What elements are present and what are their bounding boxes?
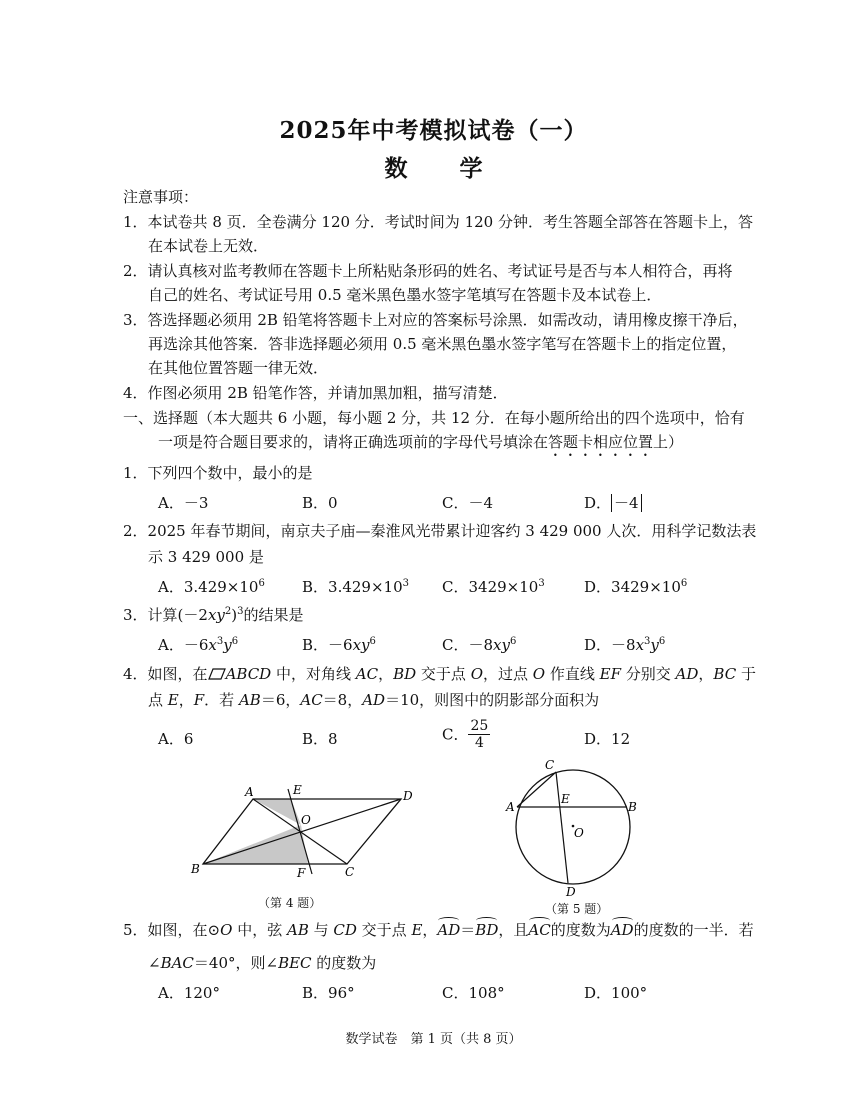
exponent: 6 [231, 636, 239, 647]
math-var: ABCD [225, 665, 272, 683]
q3-option-c [442, 635, 516, 655]
question-stem: 的结果是 [243, 606, 304, 624]
question-stem: 交于点 [356, 921, 412, 939]
option-value: －6 [328, 636, 353, 654]
exponent: 3 [216, 636, 224, 647]
question-stem: 与 [308, 921, 334, 939]
fraction [468, 718, 490, 751]
figure-4-caption: （第 4 题） [258, 896, 322, 910]
arc-ac: AC [528, 921, 551, 939]
question-stem: ＝8， [322, 691, 363, 709]
exponent: 6 [658, 636, 666, 647]
question-stem: ，且 [498, 921, 529, 939]
section1-heading-cont [158, 432, 683, 460]
option-label: D． [584, 578, 612, 596]
exponent: 3 [538, 578, 545, 589]
q5-option-b [302, 983, 355, 1003]
notice-item-2 [123, 261, 733, 281]
arc-bd: BD [475, 921, 499, 939]
point-label-e: E [561, 792, 570, 806]
question-4 [123, 664, 756, 684]
notice-num: 2． [123, 262, 148, 280]
math-var: AB [238, 691, 261, 709]
question-stem: ＝10，则图中的阴影部分面积为 [385, 691, 600, 709]
question-5 [123, 920, 754, 940]
option-value: 12 [611, 730, 631, 748]
q5-option-c [442, 983, 505, 1003]
q1-option-c [442, 493, 493, 513]
option-label: B． [302, 730, 329, 748]
option-value: －4 [614, 494, 639, 512]
option-label: C． [442, 578, 469, 596]
q3-option-b [302, 635, 376, 655]
option-value: 3.429×10 [183, 578, 259, 596]
math-var: y [223, 636, 232, 654]
q3-option-a [158, 635, 238, 655]
notice-heading: 注意事项： [123, 188, 199, 206]
q2-option-c [442, 577, 545, 597]
q1-option-b [302, 493, 338, 513]
question-stem: ) [231, 606, 238, 624]
question-4-cont [148, 690, 599, 710]
question-stem: 中，对角线 [271, 665, 356, 683]
option-label: C． [442, 494, 469, 512]
question-stem: ， [178, 691, 194, 709]
option-value: 6 [183, 730, 194, 748]
question-stem: 计算(－2 [147, 606, 208, 624]
math-var: AC [355, 665, 379, 683]
option-value: －3 [183, 494, 209, 512]
question-stem: 作直线 [545, 665, 600, 683]
math-var: BC [713, 665, 737, 683]
option-label: D． [584, 730, 612, 748]
fraction-denominator: 4 [474, 735, 484, 751]
q1-option-d [584, 493, 642, 513]
exam-subject: 数 学 [384, 155, 505, 182]
q4-option-b [302, 729, 338, 749]
question-stem: 点 [148, 691, 168, 709]
math-var: F [193, 691, 205, 709]
q3-option-d [584, 635, 665, 655]
math-var: AD [362, 691, 386, 709]
option-label: A． [158, 578, 184, 596]
math-var: EF [599, 665, 621, 683]
option-value: －8 [611, 636, 636, 654]
question-stem: 的度数的一半．若 [633, 921, 754, 939]
point-label-b: B [191, 862, 200, 876]
option-label: C． [442, 984, 469, 1002]
point-label-b: B [628, 800, 637, 814]
option-label: C． [442, 725, 469, 744]
option-label: D． [584, 636, 612, 654]
q5-option-d [584, 983, 647, 1003]
option-value: 3429×10 [611, 578, 681, 596]
question-stem: ， [698, 665, 714, 683]
exponent: 6 [369, 636, 376, 647]
question-stem: 2025 年春节期间，南京夫子庙—秦淮风光带累计迎客约 3 429 000 人次．用科学记数法表 [147, 522, 757, 540]
q4-option-d [584, 729, 630, 749]
notice-item-1 [123, 212, 753, 232]
chord-cd [556, 772, 568, 883]
q2-option-b [302, 577, 409, 597]
question-stem: ∠ [148, 954, 161, 972]
section-num: 一、 [123, 409, 154, 427]
notice-item-3-cont2: 在其他位置答题一律无效． [148, 359, 329, 377]
chord-ac [517, 772, 556, 807]
option-label: D． [584, 494, 612, 512]
option-value: －4 [468, 494, 494, 512]
section1-heading [123, 408, 745, 428]
point-label-d: D [403, 789, 413, 803]
math-var: x [208, 636, 217, 654]
option-label: B． [302, 494, 329, 512]
parallelogram-icon [208, 665, 226, 683]
notice-item-3-cont: 再选涂其他答案．答非选择题必须用 0.5 毫米黑色墨水签字笔写在答题卡上的指定位置， [148, 335, 737, 353]
question-stem: ，过点 [483, 665, 533, 683]
math-var: AC [300, 691, 323, 709]
q2-option-a [158, 577, 265, 597]
option-value: －6 [183, 636, 209, 654]
option-value: 3429×10 [468, 578, 539, 596]
question-num: 2． [123, 522, 148, 540]
math-var: xy [493, 636, 510, 654]
option-label: B． [302, 636, 329, 654]
figure-4-parallelogram [185, 780, 425, 885]
math-var: AD [675, 665, 699, 683]
question-num: 3． [123, 606, 148, 624]
math-var: O [470, 665, 483, 683]
page-footer: 数学试卷 第 1 页（共 8 页） [345, 1032, 522, 1047]
exponent: 3 [402, 578, 410, 589]
question-stem: ＝40°，则∠ [193, 954, 279, 972]
question-stem: ＝6， [260, 691, 301, 709]
point-label-o: O [301, 813, 311, 827]
notice-text: 本试卷共 8 页．全卷满分 120 分．考试时间为 120 分钟．考生答题全部答在答题卡上，答 [147, 213, 753, 231]
exponent: 2 [224, 606, 232, 617]
question-num: 1． [123, 464, 148, 482]
option-label: A． [158, 730, 184, 748]
emphasis-text: 答题卡相应位置 [548, 433, 654, 451]
math-var: O [532, 665, 546, 683]
shaded-triangle-top [253, 799, 301, 825]
point-label-e: E [293, 783, 302, 797]
notice-item-1-cont: 在本试卷上无效． [148, 237, 269, 255]
option-value: 108° [468, 984, 505, 1002]
notice-text: 答选择题必须用 2B 铅笔将答题卡上对应的答案标号涂黑．如需改动，请用橡皮擦干净后， [147, 311, 748, 329]
point-label-c: C [545, 758, 555, 772]
question-3 [123, 605, 304, 625]
exponent: 3 [644, 636, 651, 647]
option-value: 120° [183, 984, 220, 1002]
exponent: 6 [680, 578, 688, 589]
question-1 [123, 463, 313, 483]
point-label-f: F [297, 866, 306, 880]
math-var: y [650, 636, 659, 654]
exponent: 6 [258, 578, 265, 589]
question-stem: 分别交 [621, 665, 676, 683]
q2-option-d [584, 577, 687, 597]
arc-ad: AD [437, 921, 461, 939]
q1-option-a [158, 493, 208, 513]
notice-text: 作图必须用 2B 铅笔作答，并请加黑加粗，描写清楚． [147, 384, 508, 402]
exponent: 6 [509, 636, 517, 647]
math-var: E [167, 691, 179, 709]
arc-ad: AD [610, 921, 634, 939]
option-label: B． [302, 578, 329, 596]
question-stem: 如图，在 [147, 665, 208, 683]
math-var: xy [207, 606, 225, 624]
notice-item-4 [123, 383, 508, 403]
question-stem: ＝ [460, 921, 476, 939]
point-label-a: A [506, 800, 515, 814]
point-label-a: A [245, 785, 254, 799]
option-label: B． [302, 984, 329, 1002]
notice-num: 3． [123, 311, 148, 329]
exponent: 3 [237, 606, 244, 617]
math-var: E [411, 921, 423, 939]
question-stem: 如图，在⊙ [147, 921, 221, 939]
section-text: 一项是符合题目要求的，请将正确选项前的字母代号填涂在 [158, 433, 549, 451]
question-num: 5． [123, 921, 148, 939]
q4-option-a [158, 729, 193, 749]
point-label-c: C [345, 865, 355, 879]
fraction-numerator: 25 [470, 718, 489, 734]
point-label-d: D [566, 885, 576, 897]
question-stem: 下列四个数中，最小的是 [147, 464, 313, 482]
option-value: －8 [468, 636, 494, 654]
notice-num: 1． [123, 213, 148, 231]
question-stem: 的度数为 [311, 954, 377, 972]
math-var: AB [286, 921, 309, 939]
section-text: 上） [653, 433, 684, 451]
math-var: CD [333, 921, 357, 939]
option-value: 96° [328, 984, 355, 1002]
option-label: A． [158, 494, 184, 512]
math-var: xy [352, 636, 370, 654]
exam-title: 2025年中考模拟试卷（一） [279, 117, 588, 144]
notice-text: 请认真核对监考教师在答题卡上所粘贴条形码的姓名、考试证号是否与本人相符合，再将 [147, 262, 733, 280]
option-label: D． [584, 984, 612, 1002]
question-stem: ．若 [204, 691, 239, 709]
figure-5-circle [500, 757, 650, 897]
question-num: 4． [123, 665, 148, 683]
math-var: O [220, 921, 233, 939]
question-2 [123, 521, 756, 541]
question-stem: 中，弦 [232, 921, 287, 939]
point-label-o: O [574, 826, 584, 840]
question-stem: 于 [736, 665, 756, 683]
math-var: x [635, 636, 645, 654]
question-stem: ， [378, 665, 394, 683]
question-5-cont [148, 953, 376, 973]
option-value: 0 [328, 494, 338, 512]
question-stem: 交于点 [416, 665, 471, 683]
notice-item-3 [123, 310, 748, 330]
option-value: 3.429×10 [328, 578, 403, 596]
question-stem: 的度数为 [550, 921, 611, 939]
math-var: BEC [278, 954, 312, 972]
option-value: 8 [328, 730, 338, 748]
section-text: 选择题（本大题共 6 小题，每小题 2 分，共 12 分．在每小题所给出的四个选项中，恰有 [153, 409, 745, 427]
q5-option-a [158, 983, 220, 1003]
notice-num: 4． [123, 384, 148, 402]
question-2-cont: 示 3 429 000 是 [148, 548, 264, 566]
notice-item-2-cont: 自己的姓名、考试证号用 0.5 毫米黑色墨水签字笔填写在答题卡及本试卷上． [148, 286, 662, 304]
absolute-value [611, 494, 642, 512]
option-label: C． [442, 636, 469, 654]
figure-5-caption: （第 5 题） [545, 902, 609, 916]
option-value: 100° [611, 984, 648, 1002]
question-stem: ， [422, 921, 438, 939]
option-label: A． [158, 636, 184, 654]
math-var: BAC [160, 954, 194, 972]
math-var: BD [393, 665, 417, 683]
q4-option-c [442, 718, 490, 751]
option-label: A． [158, 984, 184, 1002]
